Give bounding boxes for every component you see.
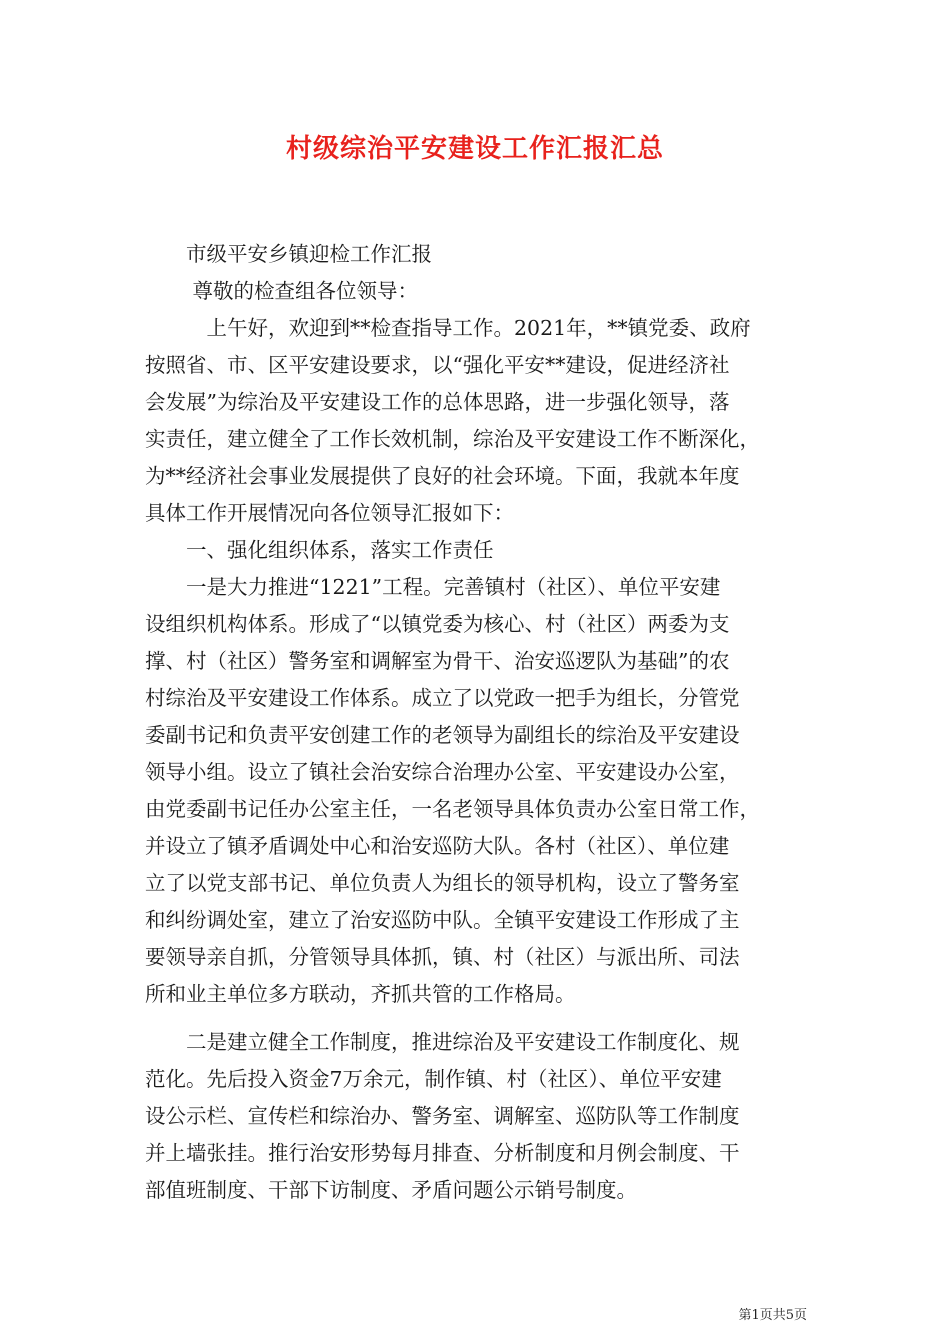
- document-body: [145, 236, 809, 1209]
- body-line: 并上墙张挂。推行治安形势每月排查、分析制度和月例会制度、干: [145, 1141, 740, 1165]
- document-title: 村级综治平安建设工作汇报汇总: [285, 134, 664, 164]
- section-heading: 一、强化组织体系，落实工作责任: [145, 538, 494, 562]
- body-line: 村综治及平安建设工作体系。成立了以党政一把手为组长，分管党: [145, 686, 740, 710]
- body-line: 立了以党支部书记、单位负责人为组长的领导机构，设立了警务室: [145, 871, 740, 895]
- body-line: 部值班制度、干部下访制度、矛盾问题公示销号制度。: [145, 1178, 637, 1202]
- body-line: 由党委副书记任办公室主任，一名老领导具体负责办公室日常工作，: [145, 797, 760, 821]
- body-line: 所和业主单位多方联动，齐抓共管的工作格局。: [145, 982, 576, 1006]
- body-line: 实责任，建立健全了工作长效机制，综治及平安建设工作不断深化，: [145, 427, 760, 451]
- body-line: 撑、村（社区）警务室和调解室为骨干、治安巡逻队为基础”的农: [145, 649, 730, 673]
- body-line: 二是建立健全工作制度，推进综治及平安建设工作制度化、规: [145, 1030, 740, 1054]
- body-line: 和纠纷调处室，建立了治安巡防中队。全镇平安建设工作形成了主: [145, 908, 740, 932]
- body-line: 一是大力推进“1221”工程。完善镇村（社区）、单位平安建: [145, 575, 721, 599]
- paragraph-gap: [145, 1013, 809, 1024]
- body-line: 具体工作开展情况向各位领导汇报如下：: [145, 501, 514, 525]
- body-line: 尊敬的检查组各位领导：: [145, 279, 419, 303]
- body-line: 上午好，欢迎到**检查指导工作。2021年，**镇党委、政府: [145, 316, 751, 340]
- body-line: 按照省、市、区平安建设要求，以“强化平安**建设，促进经济社: [145, 353, 730, 377]
- body-line: 设组织机构体系。形成了“以镇党委为核心、村（社区）两委为支: [145, 612, 730, 636]
- body-line: 市级平安乡镇迎检工作汇报: [145, 242, 432, 266]
- body-line: 为**经济社会事业发展提供了良好的社会环境。下面，我就本年度: [145, 464, 740, 488]
- body-line: 委副书记和负责平安创建工作的老领导为副组长的综治及平安建设: [145, 723, 740, 747]
- body-line: 要领导亲自抓，分管领导具体抓，镇、村（社区）与派出所、司法: [145, 945, 740, 969]
- body-line: 范化。先后投入资金7万余元，制作镇、村（社区）、单位平安建: [145, 1067, 722, 1091]
- page-number: 第1页共5页: [738, 1308, 807, 1323]
- body-line: 并设立了镇矛盾调处中心和治安巡防大队。各村（社区）、单位建: [145, 834, 730, 858]
- body-line: 设公示栏、宣传栏和综治办、警务室、调解室、巡防队等工作制度: [145, 1104, 740, 1128]
- body-line: 会发展”为综治及平安建设工作的总体思路，进一步强化领导，落: [145, 390, 730, 414]
- body-line: 领导小组。设立了镇社会治安综合治理办公室、平安建设办公室，: [145, 760, 740, 784]
